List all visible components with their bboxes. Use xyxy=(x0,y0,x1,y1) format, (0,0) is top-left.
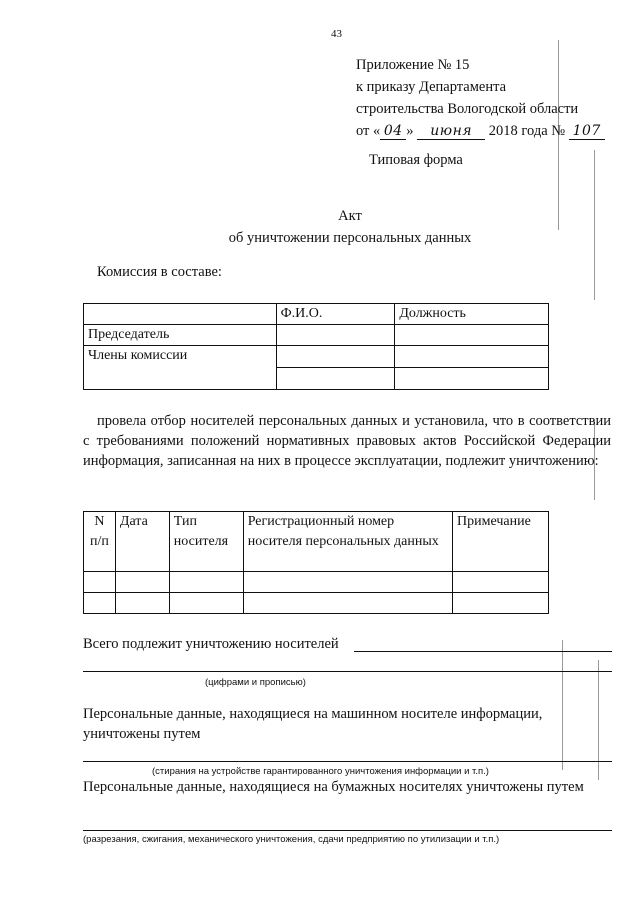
appendix-line-4 xyxy=(356,120,605,142)
table-header-cell: Регистрационный номер носителя персональных данных xyxy=(243,512,452,572)
table-row xyxy=(84,593,549,614)
page-number: 43 xyxy=(331,28,342,40)
handwritten-month: июня xyxy=(417,123,485,140)
table-cell[interactable] xyxy=(395,346,549,368)
table-cell[interactable] xyxy=(243,572,452,593)
total-count-field[interactable] xyxy=(354,651,612,652)
table-row xyxy=(84,325,549,346)
table-row xyxy=(84,304,549,325)
table-cell[interactable] xyxy=(243,593,452,614)
table-row xyxy=(84,346,549,368)
table-header-cell: Тип носителя xyxy=(169,512,243,572)
date-prefix: от « xyxy=(356,123,381,139)
table-row xyxy=(84,572,549,593)
selection-paragraph: провела отбор носителей персональных данных и установила, что в соответствии с требованиями положений нормативных правовых актов Российской Федерации информация, записанная на них в процессе эксплуатации, подлежит уничтожению: xyxy=(83,413,611,469)
table-header-cell: Ф.И.О. xyxy=(276,304,395,325)
table-row xyxy=(84,512,549,572)
table-cell[interactable] xyxy=(84,593,116,614)
table-cell[interactable] xyxy=(395,368,549,390)
table-header-cell xyxy=(84,304,277,325)
table-cell[interactable] xyxy=(84,572,116,593)
table-cell: Председатель xyxy=(84,325,277,346)
document-title: Акт xyxy=(338,208,362,224)
machine-method-caption: (стирания на устройстве гарантированного уничтожения информации и т.п.) xyxy=(152,766,489,777)
commission-label: Комиссия в составе: xyxy=(97,264,222,280)
table-header-cell: Дата xyxy=(115,512,169,572)
total-label: Всего подлежит уничтожению носителей xyxy=(83,636,339,652)
document-subtitle: об уничтожении персональных данных xyxy=(228,230,472,246)
table-cell[interactable] xyxy=(169,593,243,614)
scan-artifact-line xyxy=(594,150,595,300)
commission-table xyxy=(83,303,549,390)
date-quote-close: » xyxy=(406,123,414,139)
appendix-line-1: Приложение № 15 xyxy=(356,57,470,73)
handwritten-number: 107 xyxy=(569,123,605,140)
table-cell[interactable] xyxy=(169,572,243,593)
table-cell[interactable] xyxy=(115,572,169,593)
paper-media-paragraph: Персональные данные, находящиеся на бумажных носителях уничтожены путем xyxy=(83,779,584,795)
handwritten-day: 04 xyxy=(380,123,406,140)
paper-method-caption: (разрезания, сжигания, механического уничтожения, сдачи предприятию по утилизации и т.п.) xyxy=(83,834,500,845)
table-header-cell: Должность xyxy=(395,304,549,325)
form-type-label: Типовая форма xyxy=(369,152,463,168)
table-cell[interactable] xyxy=(453,572,549,593)
paper-method-field[interactable] xyxy=(83,830,612,831)
table-cell[interactable] xyxy=(115,593,169,614)
machine-media-paragraph: Персональные данные, находящиеся на машинном носителе информации, уничтожены путем xyxy=(83,706,543,742)
media-table xyxy=(83,511,549,614)
total-count-field-continuation[interactable] xyxy=(83,671,612,672)
appendix-line-2: к приказу Департамента xyxy=(356,79,507,95)
table-cell: Члены комиссии xyxy=(84,346,277,390)
table-cell[interactable] xyxy=(276,325,395,346)
table-header-cell: N п/п xyxy=(84,512,116,572)
table-header-cell: Примечание xyxy=(453,512,549,572)
table-cell[interactable] xyxy=(453,593,549,614)
table-cell[interactable] xyxy=(276,368,395,390)
table-cell[interactable] xyxy=(276,346,395,368)
machine-method-field[interactable] xyxy=(83,761,612,762)
table-cell[interactable] xyxy=(395,325,549,346)
appendix-line-3: строительства Вологодской области xyxy=(356,101,579,117)
total-caption: (цифрами и прописью) xyxy=(205,677,306,688)
date-year-text: 2018 года № xyxy=(488,123,566,139)
